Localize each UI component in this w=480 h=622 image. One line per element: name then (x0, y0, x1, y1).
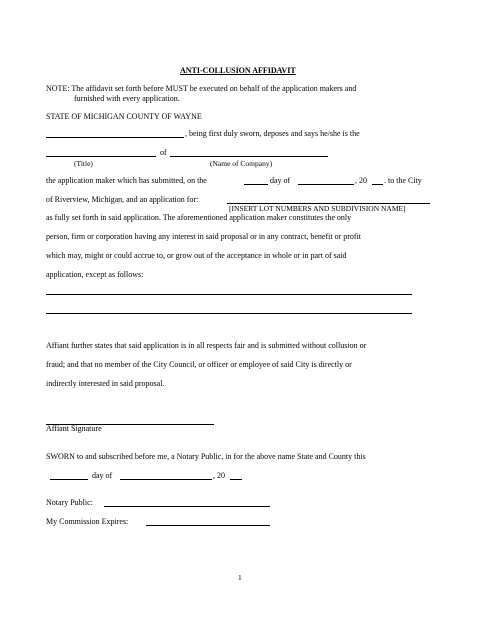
insert-lot-label: [INSERT LOT NUMBERS AND SUBDIVISION NAME] (229, 204, 406, 213)
commission-expires-field[interactable] (146, 525, 270, 526)
state-county-line: STATE OF MICHIGAN COUNTY OF WAYNE (46, 112, 202, 121)
affiant-signature-label: Affiant Signature (46, 424, 102, 433)
of-text: of (160, 148, 167, 157)
further-line-2: fraud; and that no member of the City Council, or officer or employee of said City is directly or (46, 360, 352, 369)
company-label: (Name of Company) (210, 159, 273, 168)
title-field[interactable] (46, 156, 156, 157)
notary-day-field[interactable] (50, 479, 88, 480)
body-line-3: which may, might or could accrue to, or grow out of the acceptance in whole or in part of said (46, 251, 347, 260)
company-field[interactable] (170, 156, 328, 157)
notary-public-field[interactable] (104, 506, 270, 507)
year-field[interactable] (372, 184, 383, 185)
note-line-1: NOTE: The affidavit set forth before MUST be executed on behalf of the application makers and (46, 84, 357, 93)
title-label: (Title) (74, 159, 93, 168)
affiant-name-field[interactable] (46, 137, 184, 138)
notary-public-label: Notary Public: (46, 498, 93, 507)
exceptions-line-2[interactable] (46, 313, 412, 314)
body-line-4: application, except as follows: (46, 270, 144, 279)
further-line-3: indirectly interested in said proposal. (46, 379, 165, 388)
exceptions-line-1[interactable] (46, 294, 412, 295)
sworn-to-text: SWORN to and subscribed before me, a Notary Public, in for the above name State and County this (46, 452, 366, 461)
note-line-2: furnished with every application. (74, 94, 180, 103)
notary-month-field[interactable] (120, 479, 212, 480)
further-line-1: Affiant further states that said application is in all respects fair and is submitted without collusion or (46, 341, 367, 350)
notary-year: , 20 (213, 471, 225, 480)
app-maker-text: the application maker which has submitted, on the (46, 176, 207, 185)
riverview-text: of Riverview, Michigan, and an application for: (46, 195, 199, 204)
day-of-text: day of (270, 176, 291, 185)
sworn-text: , being first duly sworn, deposes and says he/she is the (185, 129, 360, 138)
notary-day-of: day of (92, 471, 113, 480)
page-title: ANTI-COLLUSION AFFIDAVIT (180, 66, 296, 75)
body-line-2: person, firm or corporation having any interest in said proposal or in any contract, benefit or profit (46, 232, 362, 241)
year-prefix: , 20 (355, 176, 367, 185)
page-number: 1 (238, 573, 242, 582)
commission-expires-label: My Commission Expires: (46, 517, 129, 526)
city-suffix: . to the City (384, 176, 422, 185)
day-field[interactable] (244, 184, 268, 185)
notary-year-field[interactable] (230, 479, 242, 480)
body-line-1: as fully set forth in said application. The aforementioned application maker constitutes the only (46, 213, 352, 222)
month-field[interactable] (298, 184, 354, 185)
